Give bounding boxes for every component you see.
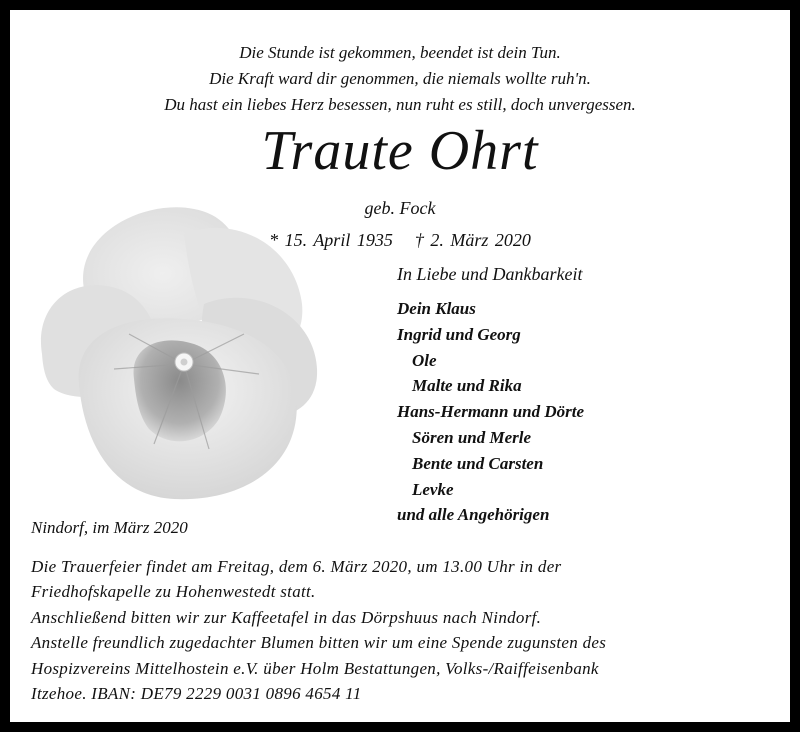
- mourner: Bente und Carsten: [412, 453, 544, 473]
- pansy-flower-image: [34, 194, 320, 504]
- mourner: Ole: [412, 350, 437, 370]
- maiden-name: geb. Fock: [364, 198, 436, 218]
- memorial-poem: [10, 40, 790, 118]
- mourners-list: [397, 296, 584, 528]
- mourner: Levke: [412, 479, 454, 499]
- poem-line: Du hast ein liebes Herz besessen, nun ruht es still, doch unvergessen.: [164, 95, 636, 114]
- funeral-information: [31, 554, 771, 706]
- mourner: und alle Angehörigen: [397, 505, 550, 525]
- poem-line: Die Kraft ward dir genommen, die niemals wollte ruh'n.: [209, 69, 591, 88]
- deceased-name: Traute Ohrt: [261, 120, 539, 182]
- info-line: Anschließend bitten wir zur Kaffeetafel in das Dörpshuus nach Nindorf.: [31, 607, 542, 627]
- mourner: Hans-Hermann und Dörte: [397, 402, 585, 422]
- info-line: Hospizvereins Mittelhostein e.V. über Holm Bestattungen, Volks-/Raiffeisenbank: [31, 658, 599, 678]
- place-and-date: Nindorf, im März 2020: [31, 518, 188, 537]
- info-line: Friedhofskapelle zu Hohenwestedt statt.: [31, 582, 316, 602]
- info-line: Anstelle freundlich zugedachter Blumen bitten wir um eine Spende zugunsten des: [31, 633, 607, 653]
- mourner: Malte und Rika: [412, 376, 522, 396]
- mourner: Ingrid und Georg: [397, 324, 521, 344]
- mourner: Sören und Merle: [412, 427, 532, 447]
- poem-line: Die Stunde ist gekommen, beendet ist dein Tun.: [239, 43, 561, 62]
- birth-date: * 15. April 1935: [269, 230, 393, 250]
- info-line: Itzehoe. IBAN: DE79 2229 0031 0896 4654 11: [31, 684, 362, 704]
- info-line: Die Trauerfeier findet am Freitag, dem 6. März 2020, um 13.00 Uhr in der: [31, 557, 562, 576]
- death-date: † 2. März 2020: [414, 230, 531, 250]
- mourner: Dein Klaus: [397, 299, 476, 318]
- dedication: In Liebe und Dankbarkeit: [397, 264, 583, 284]
